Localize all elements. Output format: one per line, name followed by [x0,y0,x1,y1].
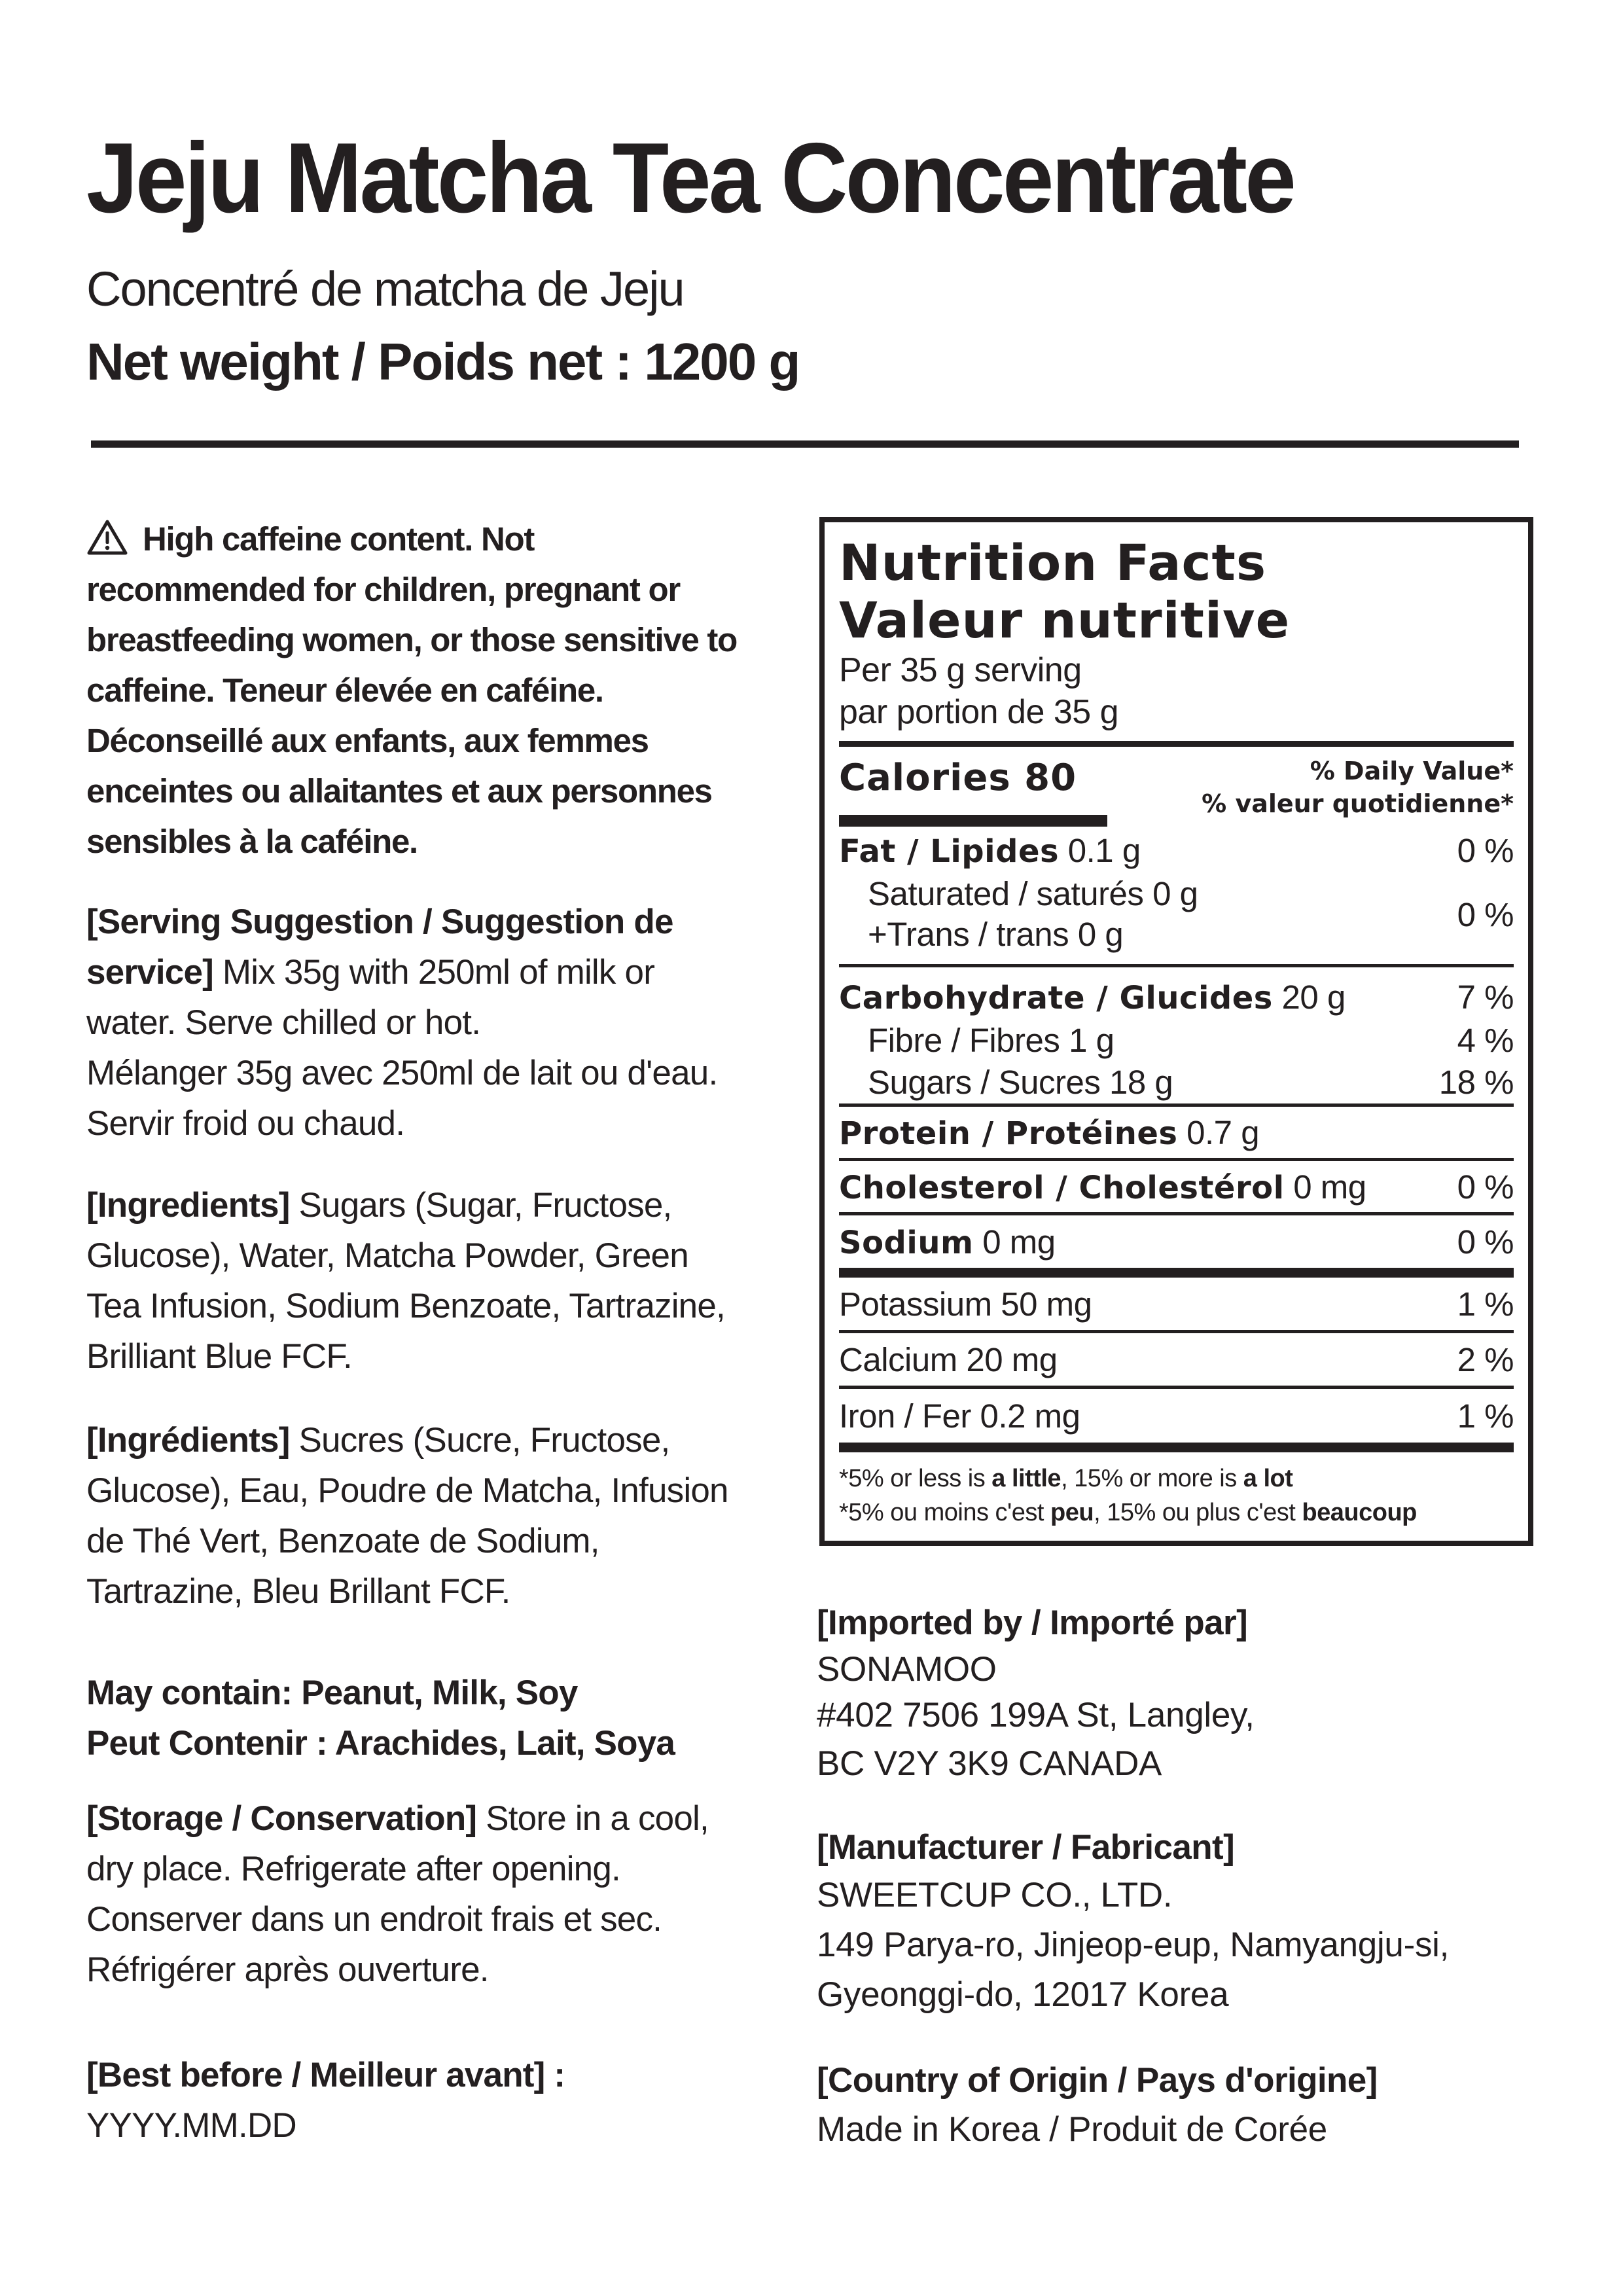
footnote-emph: a little [991,1465,1061,1492]
nutrient-amount: 0.1 g [1059,831,1141,869]
footnote-fr [839,1496,1514,1530]
nutrient-name: Saturated / saturés 0 g [868,875,1198,912]
serving-size-en: Per 35 g serving [839,651,1082,689]
nutrient-row-sodium [839,1215,1514,1268]
best-before-label: [Best before / Meilleur avant] : [86,2056,565,2094]
serving-suggestion [86,897,793,1149]
warning-line: sensibles à la caféine. [86,823,418,860]
ingredients-label: [Ingredients] [86,1186,290,1225]
nutrient-dv: 0 % [1457,895,1514,933]
nutrient-dv: 4 % [1457,1021,1514,1059]
nutrient-dv: 18 % [1438,1063,1514,1101]
warning-line: caffeine. Teneur élevée en caféine. [86,672,603,709]
storage-text: Conserver dans un endroit frais et sec. [86,1900,662,1939]
allergen-statement [86,1668,793,1768]
storage-text: dry place. Refrigerate after opening. [86,1850,620,1888]
importer-address: BC V2Y 3K9 CANADA [817,1744,1162,1783]
serving-suggestion-label-cont: service] [86,953,213,992]
allergen-fr: Peut Contenir : Arachides, Lait, Soya [86,1724,675,1763]
storage [86,1793,793,1995]
ingredients-text-fr: de Thé Vert, Benzoate de Sodium, [86,1522,599,1560]
ingredients-text: Glucose), Water, Matcha Powder, Green [86,1236,688,1275]
nutrient-row-iron [839,1389,1514,1443]
storage-text: Réfrigérer après ouverture. [86,1950,489,1989]
nutrient-name: Fat / Lipides [839,833,1060,870]
nutrient-row-potassium [839,1278,1514,1330]
nutrient-name: Iron / Fer 0.2 mg [839,1397,1080,1435]
storage-label: [Storage / Conservation] [86,1799,477,1838]
serving-size-fr: par portion de 35 g [839,693,1119,731]
footnote-emph: a lot [1243,1465,1293,1492]
nutrient-row-sat-trans [839,874,1514,955]
header-divider [91,440,1519,448]
caffeine-warning [86,514,793,867]
importer-address: #402 7506 199A St, Langley, [817,1696,1255,1734]
nutrient-dv: 2 % [1457,1340,1514,1378]
best-before [86,2050,793,2151]
nutrient-dv: 1 % [1457,1285,1514,1323]
nutrient-dv: 0 % [1457,1223,1514,1261]
best-before-value: YYYY.MM.DD [86,2106,296,2145]
storage-text: Store in a cool, [476,1799,709,1838]
divider-heavy [839,1443,1514,1452]
manufacturer-info [817,1825,1537,2020]
nutrient-name: Sodium [839,1224,974,1261]
nutrient-row-protein [839,1107,1514,1158]
footnote-text: , 15% ou plus c'est [1094,1499,1302,1526]
nutrient-amount: 0.7 g [1177,1113,1260,1151]
serving-text: Servir froid ou chaud. [86,1104,405,1143]
nutrient-dv: 0 % [1457,1168,1514,1206]
nutrient-name: Fibre / Fibres 1 g [868,1021,1115,1059]
daily-value-header-en: % Daily Value* [1310,757,1514,785]
warning-line: enceintes ou allaitantes et aux personnes [86,772,712,810]
product-title: Jeju Matcha Tea Concentrate [86,122,1294,234]
nutrition-title-en: Nutrition Facts [839,533,1267,592]
manufacturer-name: SWEETCUP CO., LTD. [817,1876,1173,1914]
nutrient-name: Cholesterol / Cholestérol [839,1169,1285,1206]
nutrient-row-sugars [839,1060,1514,1103]
nutrient-row-fibre [839,1020,1514,1060]
warning-triangle-icon [86,519,128,556]
ingredients-text: Sugars (Sugar, Fructose, [289,1186,672,1225]
divider [839,964,1514,967]
origin-info [817,2055,1537,2153]
manufacturer-label: [Manufacturer / Fabricant] [817,1828,1235,1867]
ingredients-en [86,1180,793,1382]
nutrient-row-carbohydrate [839,974,1514,1020]
ingredients-label-fr: [Ingrédients] [86,1421,290,1460]
nutrient-amount: 0 mg [973,1223,1056,1261]
ingredients-text: Brilliant Blue FCF. [86,1337,352,1376]
warning-line: recommended for children, pregnant or [86,571,680,608]
footnote-text: *5% or less is [839,1465,992,1492]
footnote-emph: peu [1050,1499,1094,1526]
manufacturer-address: Gyeonggi-do, 12017 Korea [817,1975,1229,2014]
footnote-en [839,1462,1514,1496]
divider-heavy [839,1268,1514,1278]
ingredients-text-fr: Tartrazine, Bleu Brillant FCF. [86,1572,510,1611]
warning-line: breastfeeding women, or those sensitive to [86,621,737,658]
manufacturer-address: 149 Parya-ro, Jinjeop-eup, Namyangju-si, [817,1926,1450,1964]
product-subtitle-fr: Concentré de matcha de Jeju [86,262,684,316]
warning-line: Déconseillé aux enfants, aux femmes [86,722,649,759]
ingredients-fr [86,1415,793,1617]
nutrient-amount: 20 g [1272,978,1346,1016]
ingredients-text-fr: Sucres (Sucre, Fructose, [289,1421,670,1460]
ingredients-text-fr: Glucose), Eau, Poudre de Matcha, Infusion [86,1471,728,1510]
warning-line: High caffeine content. Not [143,520,535,558]
serving-text: Mélanger 35g avec 250ml de lait ou d'eau. [86,1054,718,1092]
nutrient-name: Protein / Protéines [839,1115,1178,1152]
importer-label: [Imported by / Importé par] [817,1604,1248,1642]
serving-text: Mix 35g with 250ml of milk or [213,953,655,992]
divider [839,741,1514,747]
nutrient-name: Calcium 20 mg [839,1340,1058,1378]
footnote-emph: beaucoup [1302,1499,1417,1526]
footnote-text: *5% ou moins c'est [839,1499,1051,1526]
allergen-en: May contain: Peanut, Milk, Soy [86,1674,578,1712]
importer-info [817,1600,1537,1790]
serving-suggestion-label: [Serving Suggestion / Suggestion de [86,903,673,941]
origin-value: Made in Korea / Produit de Corée [817,2110,1327,2149]
nutrient-row-cholesterol [839,1161,1514,1212]
nutrient-name: +Trans / trans 0 g [868,916,1124,953]
calories-bar [839,815,1107,827]
nutrient-name: Potassium 50 mg [839,1285,1092,1323]
net-weight: Net weight / Poids net : 1200 g [86,332,800,391]
daily-value-header-fr: % valeur quotidienne* [1202,789,1514,818]
footnote-text: , 15% or more is [1061,1465,1243,1492]
nutrient-dv: 7 % [1457,978,1514,1016]
ingredients-text: Tea Infusion, Sodium Benzoate, Tartrazine, [86,1287,725,1325]
nutrition-facts-table [819,517,1533,1546]
calories: Calories 80 [839,757,1077,799]
nutrient-name: Carbohydrate / Glucides [839,979,1273,1016]
nutrient-name: Sugars / Sucres 18 g [868,1063,1173,1101]
nutrient-dv: 1 % [1457,1397,1514,1435]
nutrient-row-calcium [839,1333,1514,1386]
serving-text: water. Serve chilled or hot. [86,1003,481,1042]
nutrient-row-fat [839,827,1514,874]
nutrient-amount: 0 mg [1284,1168,1366,1206]
nutrient-dv: 0 % [1457,831,1514,869]
origin-label: [Country of Origin / Pays d'origine] [817,2061,1378,2100]
nutrition-title-fr: Valeur nutritive [839,591,1291,649]
importer-name: SONAMOO [817,1650,997,1689]
